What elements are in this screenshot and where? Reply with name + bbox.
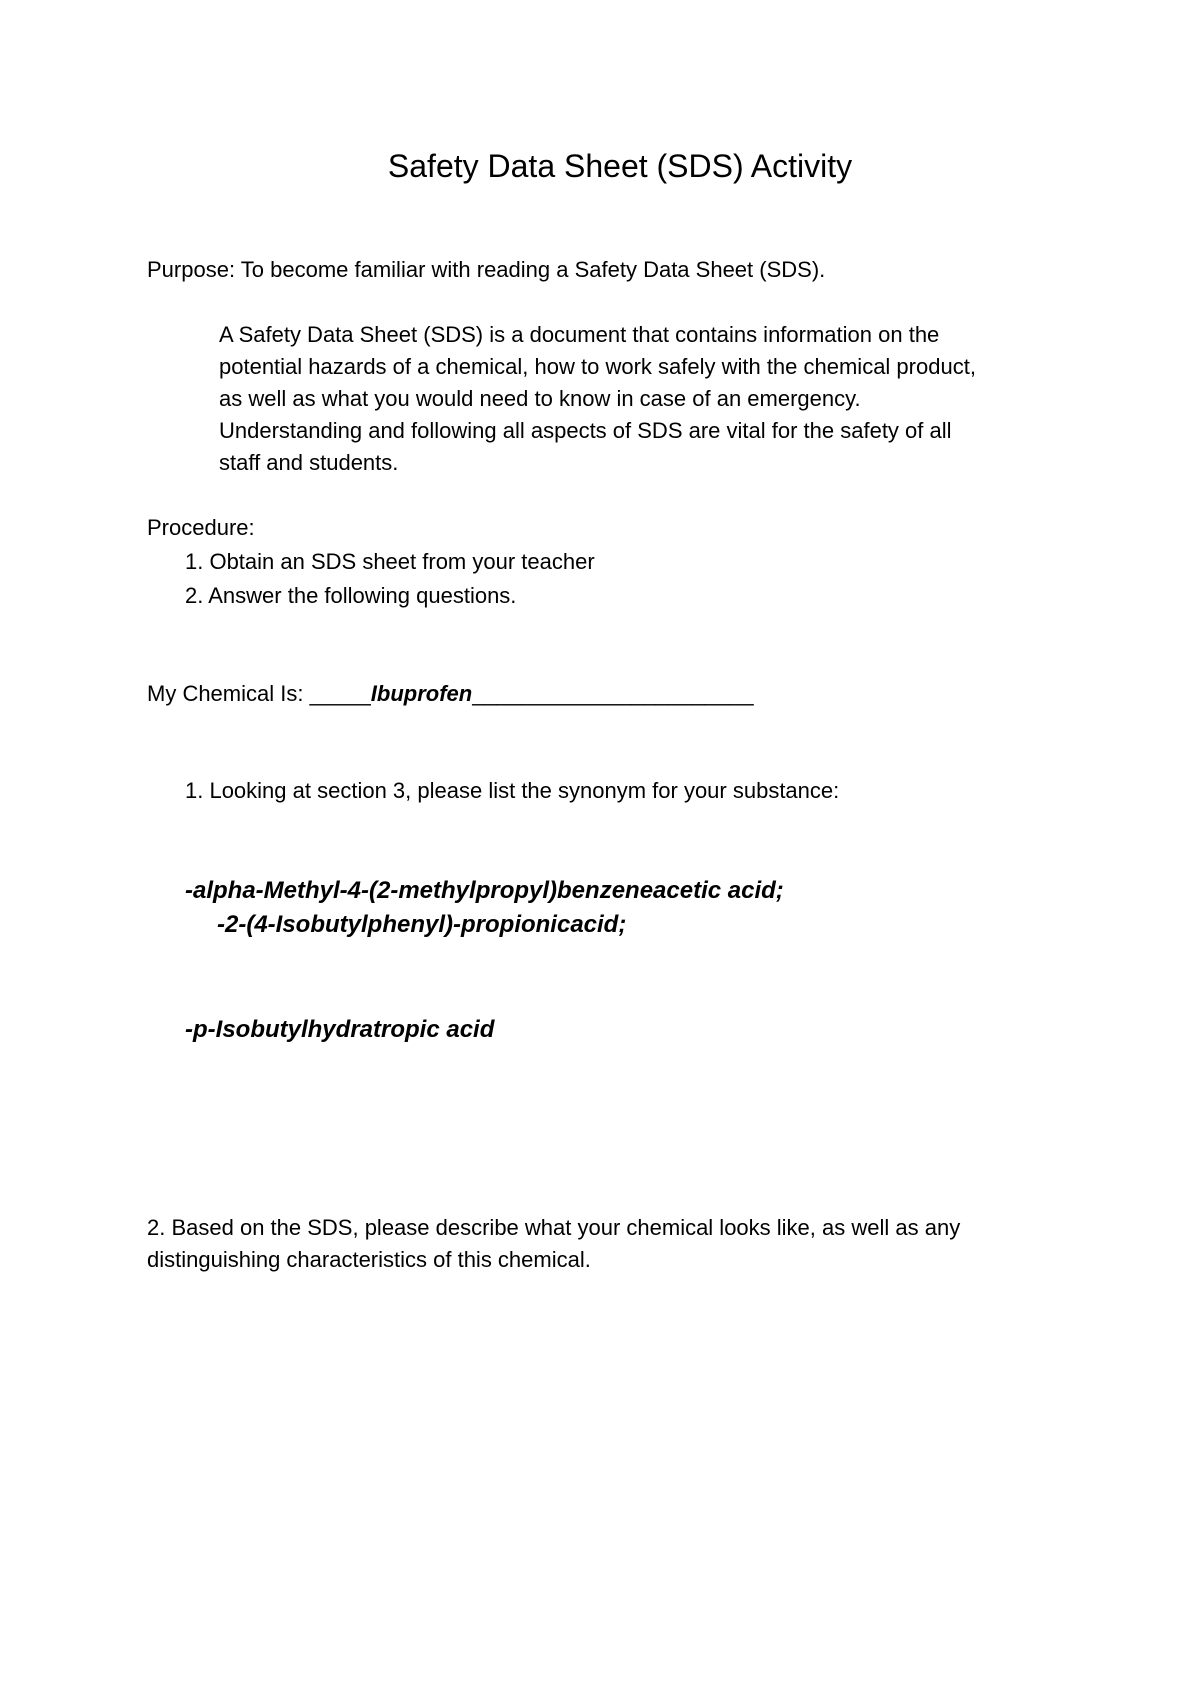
chemical-blank: _______________________ — [472, 681, 754, 706]
chemical-label: My Chemical Is: _____ — [147, 681, 371, 706]
page-title: Safety Data Sheet (SDS) Activity — [387, 148, 853, 184]
purpose-text: Purpose: To become familiar with reading a Safety Data Sheet (SDS). — [147, 257, 826, 282]
question-2: 2. Based on the SDS, please describe what your chemical looks like, as well as any — [147, 1215, 961, 1240]
synonym-item: -p-Isobutylhydratropic acid — [185, 1016, 495, 1043]
question-2: distinguishing characteristics of this chemical. — [147, 1247, 591, 1272]
synonym-item: -2-(4-Isobutylphenyl)-propionicacid; — [217, 911, 627, 938]
procedure-step: 1. Obtain an SDS sheet from your teacher — [185, 549, 595, 574]
procedure-heading: Procedure: — [147, 515, 255, 540]
chemical-line — [147, 680, 754, 708]
description-line: as well as what you would need to know in case of an emergency. — [219, 386, 861, 411]
question-1: 1. Looking at section 3, please list the synonym for your substance: — [185, 778, 840, 803]
description-line: staff and students. — [219, 450, 399, 475]
description-line: potential hazards of a chemical, how to work safely with the chemical product, — [219, 354, 976, 379]
description-line: Understanding and following all aspects of SDS are vital for the safety of all — [219, 418, 952, 443]
synonym-item: -alpha-Methyl-4-(2-methylpropyl)benzeneacetic acid; — [185, 877, 784, 904]
chemical-answer: Ibuprofen — [370, 681, 473, 706]
procedure-step: 2. Answer the following questions. — [185, 583, 517, 608]
description-line: A Safety Data Sheet (SDS) is a document that contains information on the — [219, 322, 940, 347]
